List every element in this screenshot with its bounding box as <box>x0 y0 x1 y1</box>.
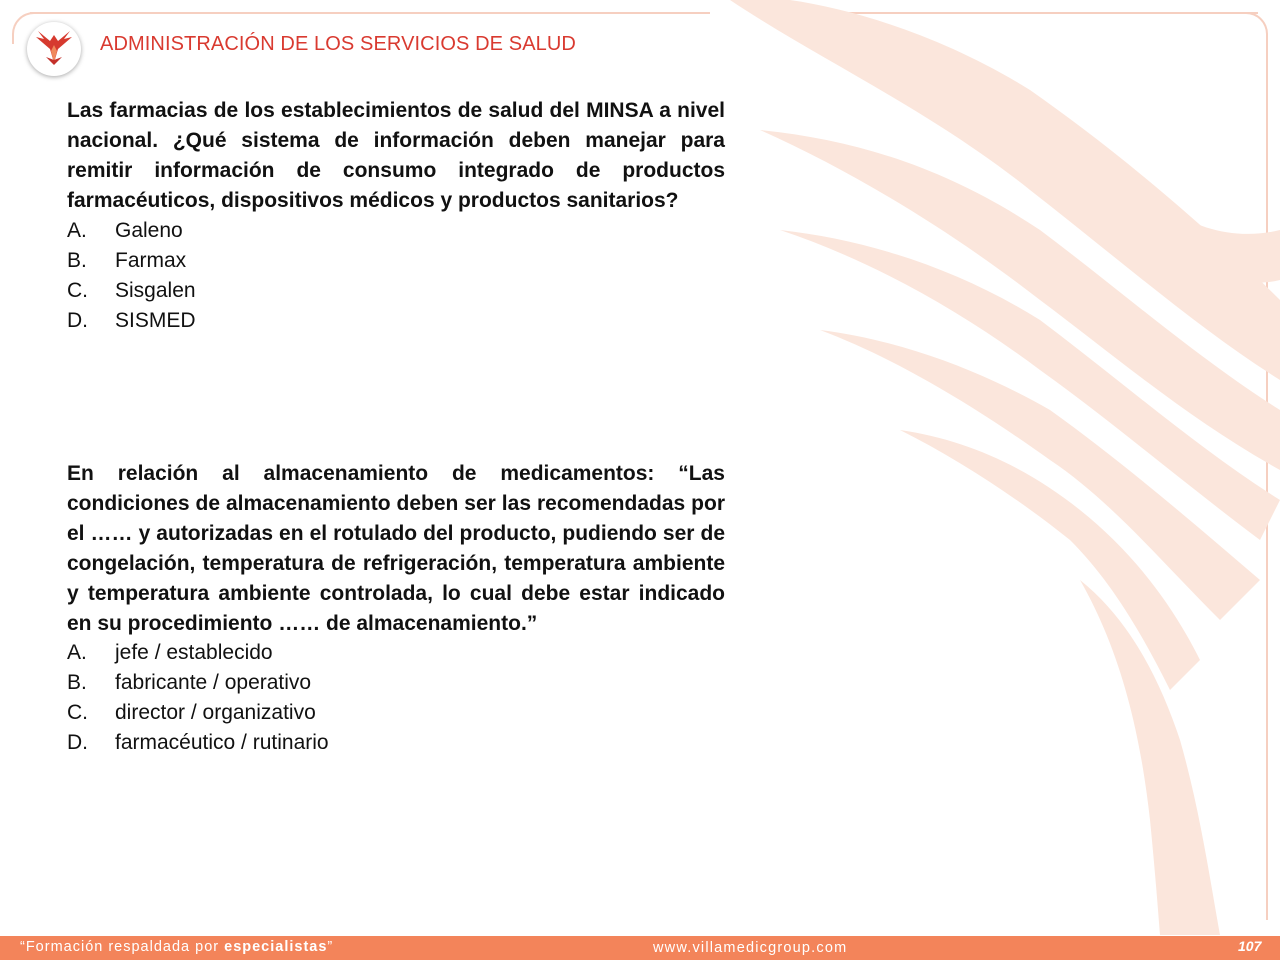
logo <box>27 22 81 76</box>
option-item: C. Sisgalen <box>67 279 196 302</box>
frame-line-top-left <box>30 12 710 14</box>
question-1-text: Las farmacias de los establecimientos de salud del MINSA a nivel nacional. ¿Qué sistema de información deben manejar para remitir información de consumo integrado de productos farmacéuticos, dispositivos médicos y productos sanitarios? <box>67 99 725 212</box>
option-item: B. Farmax <box>67 249 187 272</box>
footer-bar <box>0 936 1280 960</box>
option-item: D. SISMED <box>67 309 196 332</box>
option-item: D. farmacéutico / rutinario <box>67 731 329 754</box>
option-item: A. jefe / establecido <box>67 641 273 664</box>
phoenix-watermark-icon <box>700 0 1280 935</box>
question-2-text: En relación al almacenamiento de medicamentos: “Las condiciones de almacenamiento deben ser las recomendadas por el …… y autorizadas en el rotulado del producto, pudiendo ser de congelación, temperatura de refrigeración, temperatura ambiente y temperatura ambiente controlada, lo cual debe estar indicado en su procedimiento …… de almacenamiento.” <box>67 462 725 635</box>
footer-slogan: “Formación respaldada por especialistas” <box>20 939 334 955</box>
option-item: C. director / organizativo <box>67 701 316 724</box>
page-number: 107 <box>1238 938 1262 954</box>
page-title: ADMINISTRACIÓN DE LOS SERVICIOS DE SALUD <box>100 33 576 55</box>
phoenix-logo-icon <box>32 29 76 69</box>
question-2-options <box>67 638 329 758</box>
footer-url: www.villamedicgroup.com <box>653 940 848 956</box>
option-item: B. fabricante / operativo <box>67 671 312 694</box>
question-1-options <box>67 216 196 336</box>
option-item: A. Galeno <box>67 219 183 242</box>
